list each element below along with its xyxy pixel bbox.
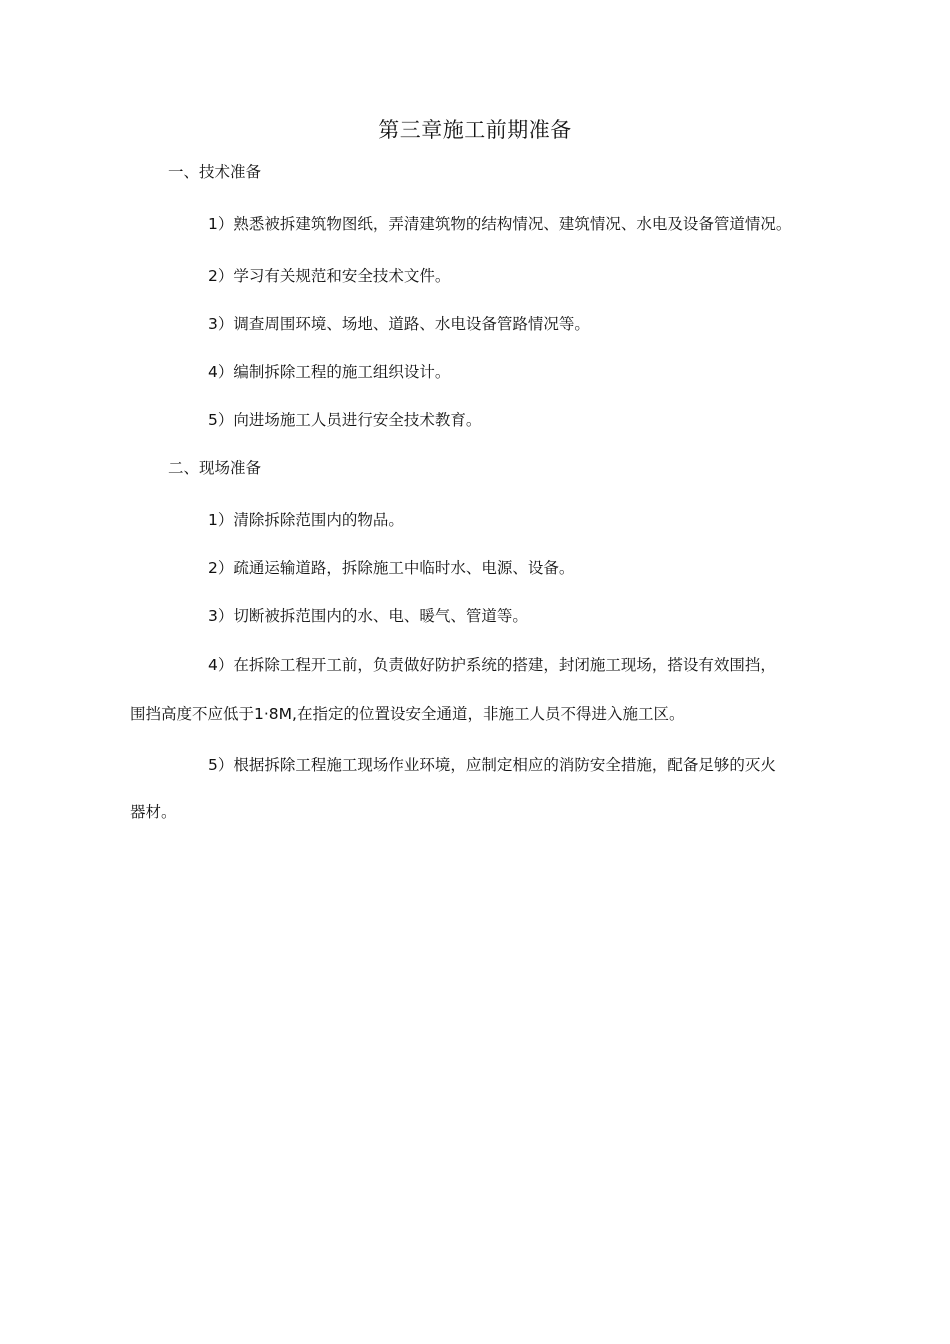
list-item: 3）切断被拆范围内的水、电、暖气、管道等。	[208, 607, 528, 625]
list-item: 2）疏通运输道路，拆除施工中临时水、电源、设备。	[208, 559, 575, 577]
list-item: 3）调查周围环境、场地、道路、水电设备管路情况等。	[208, 315, 590, 333]
list-item: 1）清除拆除范围内的物品。	[208, 511, 404, 529]
list-item: 5）根据拆除工程施工现场作业环境，应制定相应的消防安全措施，配备足够的灭火	[208, 756, 776, 774]
list-item: 4）编制拆除工程的施工组织设计。	[208, 363, 451, 381]
list-item-continuation: 器材。	[130, 803, 177, 821]
section-heading-technical: 一、技术准备	[168, 163, 262, 181]
section-heading-site: 二、现场准备	[168, 459, 262, 477]
list-item-continuation: 围挡高度不应低于1·8M,在指定的位置设安全通道，非施工人员不得进入施工区。	[130, 705, 685, 723]
list-item: 1）熟悉被拆建筑物图纸，弄清建筑物的结构情况、建筑情况、水电及设备管道情况。	[208, 215, 792, 233]
list-item: 4）在拆除工程开工前，负责做好防护系统的搭建，封闭施工现场，搭设有效围挡，	[208, 656, 776, 674]
page-title: 第三章施工前期准备	[378, 118, 572, 142]
list-item: 2）学习有关规范和安全技术文件。	[208, 267, 451, 285]
list-item: 5）向进场施工人员进行安全技术教育。	[208, 411, 482, 429]
